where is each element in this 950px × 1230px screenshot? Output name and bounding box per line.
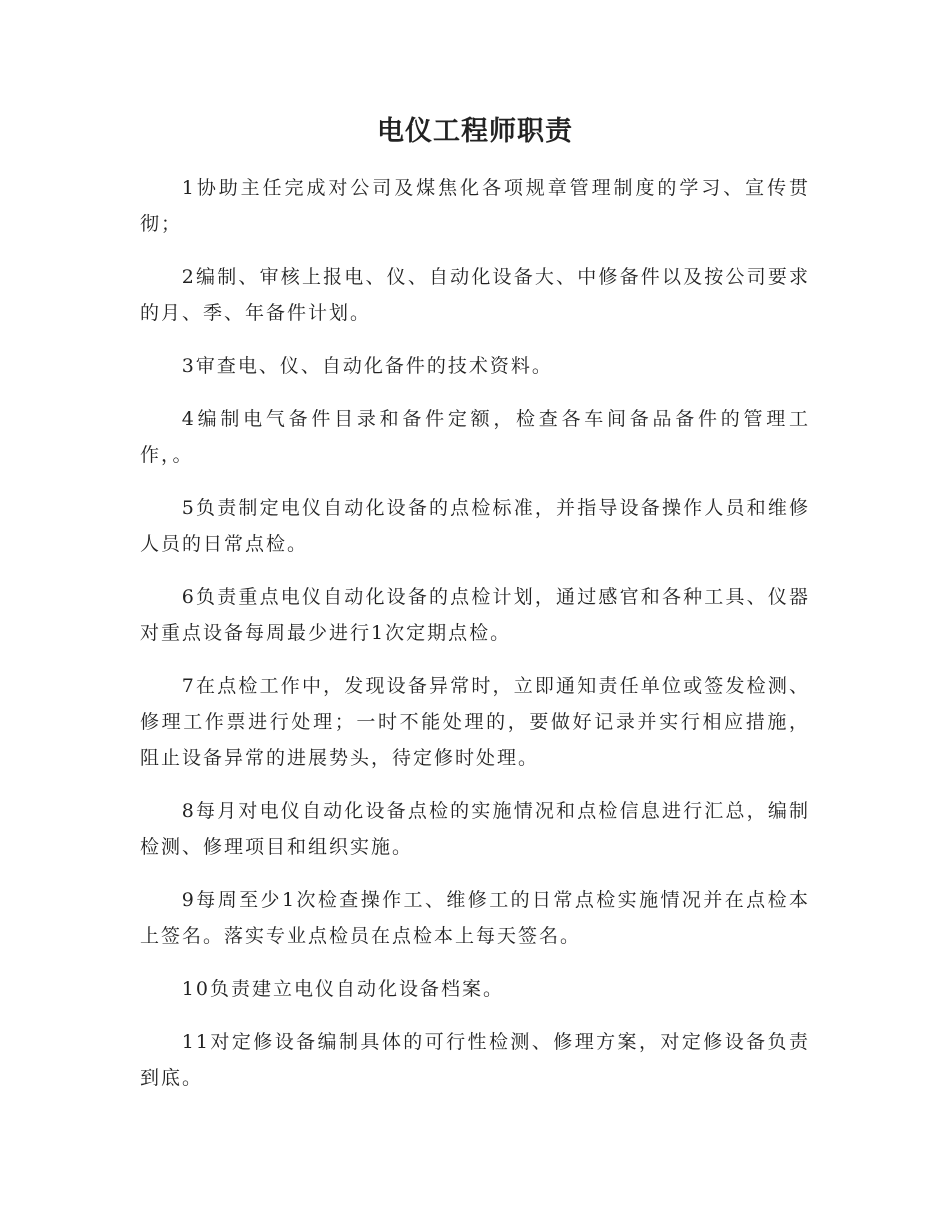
duty-item-9: 9每周至少1次检查操作工、维修工的日常点检实施情况并在点检本上签名。落实专业点检员在点检本上每天签名。 [140, 889, 810, 947]
duty-item-5: 5负责制定电仪自动化设备的点检标准，并指导设备操作人员和维修人员的日常点检。 [140, 497, 810, 555]
duty-item-10: 10负责建立电仪自动化设备档案。 [181, 978, 504, 1000]
document-title: 电仪工程师职责 [377, 116, 573, 147]
duty-item-2: 2编制、审核上报电、仪、自动化设备大、中修备件以及按公司要求的月、季、年备件计划。 [140, 266, 810, 324]
document-page [140, 112, 810, 1113]
duty-item-4: 4编制电气备件目录和备件定额，检查各车间备品备件的管理工作，。 [140, 408, 810, 466]
duty-item-3: 3审查电、仪、自动化备件的技术资料。 [181, 355, 553, 377]
duty-item-7: 7在点检工作中，发现设备异常时，立即通知责任单位或签发检测、修理工作票进行处理；一时不能处理的，要做好记录并实行相应措施，阻止设备异常的进展势头，待定修时处理。 [140, 675, 810, 769]
duty-item-8: 8每月对电仪自动化设备点检的实施情况和点检信息进行汇总，编制检测、修理项目和组织实施。 [140, 800, 810, 858]
duty-item-1: 1协助主任完成对公司及煤焦化各项规章管理制度的学习、宣传贯彻； [140, 177, 810, 235]
duty-item-6: 6负责重点电仪自动化设备的点检计划，通过感官和各种工具、仪器对重点设备每周最少进行1次定期点检。 [140, 586, 810, 644]
duty-item-11: 11对定修设备编制具体的可行性检测、修理方案，对定修设备负责到底。 [140, 1031, 810, 1089]
